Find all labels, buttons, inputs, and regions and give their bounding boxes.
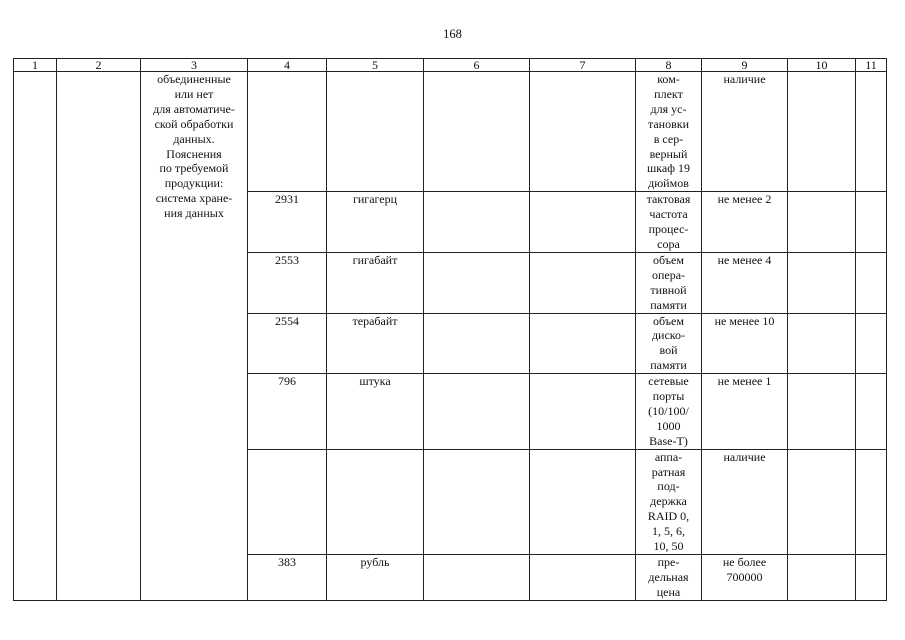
cell-value: не менее 2 — [702, 192, 788, 253]
table-row — [14, 72, 887, 192]
cell-col11 — [856, 374, 887, 450]
cell-unit: гигабайт — [327, 252, 424, 313]
cell-unit: штука — [327, 374, 424, 450]
cell-col7 — [530, 192, 636, 253]
cell-code: 2553 — [248, 252, 327, 313]
cell-col11 — [856, 555, 887, 601]
cell-characteristic: сетевые порты (10/100/ 1000 Base-T) — [636, 374, 702, 450]
cell-col7 — [530, 555, 636, 601]
cell-col6 — [424, 72, 530, 192]
product-description: объединенные или нет для автоматиче- ской обработки данных. Пояснения по требуемой продукции: система хране- ния данных — [141, 72, 248, 601]
cell-unit: рубль — [327, 555, 424, 601]
col-header-6: 6 — [424, 59, 530, 72]
header-row — [14, 59, 887, 72]
cell-col7 — [530, 313, 636, 374]
cell-col11 — [856, 449, 887, 554]
cell-col10 — [788, 374, 856, 450]
cell-col7 — [530, 72, 636, 192]
cell-col6 — [424, 313, 530, 374]
cell-col11 — [856, 313, 887, 374]
requirements-table — [13, 58, 887, 601]
cell-col10 — [788, 252, 856, 313]
cell-code: 2554 — [248, 313, 327, 374]
cell-col6 — [424, 555, 530, 601]
col-header-4: 4 — [248, 59, 327, 72]
cell-characteristic: пре- дельная цена — [636, 555, 702, 601]
col-header-3: 3 — [141, 59, 248, 72]
cell-col6 — [424, 374, 530, 450]
cell-unit: гигагерц — [327, 192, 424, 253]
cell-col10 — [788, 555, 856, 601]
cell-col7 — [530, 449, 636, 554]
cell-unit: терабайт — [327, 313, 424, 374]
cell-col2 — [57, 72, 141, 601]
cell-code: 796 — [248, 374, 327, 450]
cell-col10 — [788, 192, 856, 253]
cell-characteristic: объем диско- вой памяти — [636, 313, 702, 374]
cell-code — [248, 72, 327, 192]
table-header — [14, 59, 887, 72]
cell-col10 — [788, 72, 856, 192]
col-header-5: 5 — [327, 59, 424, 72]
cell-characteristic: объем опера- тивной памяти — [636, 252, 702, 313]
cell-col10 — [788, 449, 856, 554]
cell-col11 — [856, 72, 887, 192]
col-header-10: 10 — [788, 59, 856, 72]
cell-unit — [327, 72, 424, 192]
col-header-9: 9 — [702, 59, 788, 72]
cell-characteristic: ком- плект для ус- тановки в сер- верный шкаф 19 дюймов — [636, 72, 702, 192]
cell-col6 — [424, 252, 530, 313]
page-number: 168 — [443, 27, 462, 41]
col-header-1: 1 — [14, 59, 57, 72]
cell-col6 — [424, 449, 530, 554]
cell-col10 — [788, 313, 856, 374]
cell-col6 — [424, 192, 530, 253]
cell-value: наличие — [702, 449, 788, 554]
cell-unit — [327, 449, 424, 554]
cell-col1 — [14, 72, 57, 601]
col-header-8: 8 — [636, 59, 702, 72]
cell-value: не более 700000 — [702, 555, 788, 601]
cell-col7 — [530, 252, 636, 313]
cell-col11 — [856, 252, 887, 313]
cell-value: не менее 1 — [702, 374, 788, 450]
cell-code — [248, 449, 327, 554]
col-header-2: 2 — [57, 59, 141, 72]
cell-value: не менее 4 — [702, 252, 788, 313]
cell-characteristic: аппа- ратная под- держка RAID 0, 1, 5, 6, 10, 50 — [636, 449, 702, 554]
cell-col7 — [530, 374, 636, 450]
cell-value: не менее 10 — [702, 313, 788, 374]
col-header-7: 7 — [530, 59, 636, 72]
cell-col11 — [856, 192, 887, 253]
cell-characteristic: тактовая частота процес- сора — [636, 192, 702, 253]
cell-code: 383 — [248, 555, 327, 601]
cell-value: наличие — [702, 72, 788, 192]
cell-code: 2931 — [248, 192, 327, 253]
col-header-11: 11 — [856, 59, 887, 72]
